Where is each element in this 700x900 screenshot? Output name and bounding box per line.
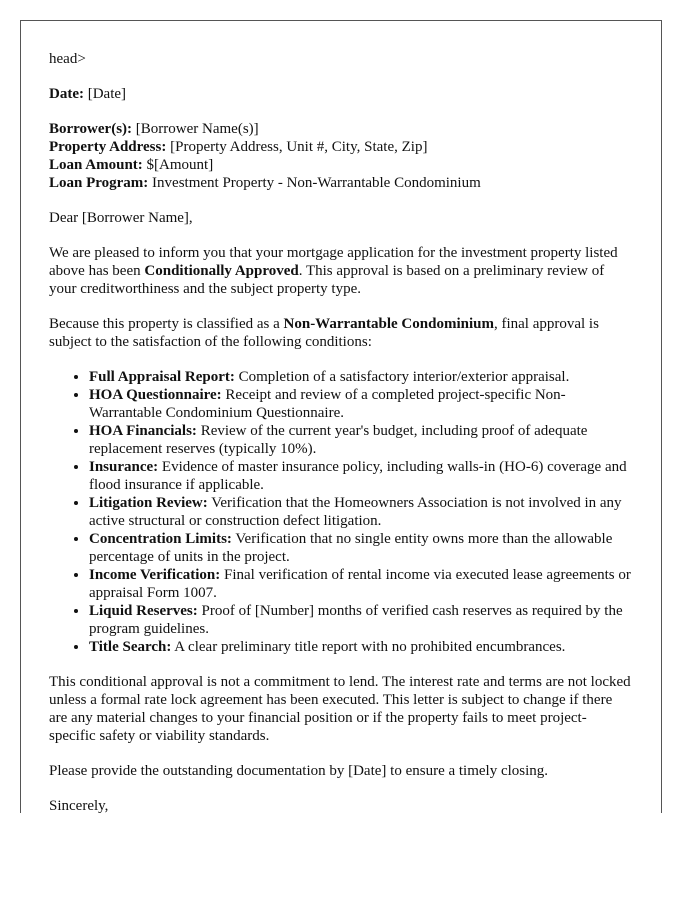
condition-text: Receipt and review of a completed project-specific Non-Warrantable Condominium Questionnaire. (89, 387, 566, 421)
loan-program-value: Investment Property - Non-Warrantable Condominium (152, 175, 481, 191)
condition-text: Evidence of master insurance policy, including walls-in (HO-6) coverage and flood insurance if applicable. (89, 459, 627, 493)
conditions-list (49, 368, 633, 656)
condition-text: Final verification of rental income via executed lease agreements or appraisal Form 1007. (89, 567, 631, 601)
loan-program-label: Loan Program: (49, 175, 149, 191)
date-value: [Date] (87, 86, 127, 102)
property-classification: Non-Warrantable Condominium (283, 316, 494, 332)
condition-label: HOA Financials: (89, 423, 197, 439)
date-label: Date: (49, 86, 84, 102)
documentation-request: Please provide the outstanding documentation by [Date] to ensure a timely closing. (49, 763, 549, 779)
condition-text: Verification that no single entity owns more than the allowable percentage of units in the project. (89, 531, 613, 565)
condition-label: Full Appraisal Report: (89, 369, 235, 385)
list-item (89, 638, 633, 656)
text: We are pleased to inform you that your mortgage application for the investment property listed above has been (49, 245, 618, 279)
disclaimer-paragraph: This conditional approval is not a commitment to lend. The interest rate and terms are not locked unless a formal rate lock agreement has been executed. This letter is subject to change if there are any material changes to your financial position or if the property fails to meet project-specific safety or viability standards. (49, 674, 631, 744)
date-line (49, 85, 633, 103)
loan-amount-value: $[Amount] (146, 157, 214, 173)
property-address-value: [Property Address, Unit #, City, State, Zip] (170, 139, 428, 155)
list-item (89, 566, 633, 602)
condition-text: Proof of [Number] months of verified cash reserves as required by the program guidelines. (89, 603, 623, 637)
closing: Sincerely, (49, 798, 109, 813)
condition-label: Title Search: (89, 639, 172, 655)
condition-label: Litigation Review: (89, 495, 208, 511)
salutation: Dear [Borrower Name], (49, 210, 193, 226)
list-item (89, 368, 633, 386)
condition-text: Verification that the Homeowners Association is not involved in any active structural or construction defect litigation. (89, 495, 622, 529)
conditions-intro (49, 315, 633, 351)
condition-label: Liquid Reserves: (89, 603, 198, 619)
text: Because this property is classified as a (49, 316, 284, 332)
condition-label: Concentration Limits: (89, 531, 232, 547)
condition-label: Income Verification: (89, 567, 221, 583)
property-address-label: Property Address: (49, 139, 167, 155)
condition-label: Insurance: (89, 459, 159, 475)
text: . This approval is based on a preliminary review of your creditworthiness and the subject property type. (49, 263, 605, 297)
condition-text: Completion of a satisfactory interior/exterior appraisal. (238, 369, 570, 385)
list-item (89, 458, 633, 494)
list-item (89, 602, 633, 638)
intro-paragraph (49, 244, 633, 298)
letter-document (20, 20, 662, 813)
borrower-value: [Borrower Name(s)] (135, 121, 259, 137)
loan-details (49, 120, 633, 192)
loan-amount-label: Loan Amount: (49, 157, 143, 173)
list-item (89, 530, 633, 566)
text: , final approval is subject to the satisfaction of the following conditions: (49, 316, 599, 350)
borrower-label: Borrower(s): (49, 121, 133, 137)
condition-text: Review of the current year's budget, including proof of adequate replacement reserves (typically 10%). (89, 423, 588, 457)
list-item (89, 494, 633, 530)
condition-text: A clear preliminary title report with no prohibited encumbrances. (174, 639, 566, 655)
condition-label: HOA Questionnaire: (89, 387, 222, 403)
approval-status: Conditionally Approved (144, 263, 299, 279)
list-item (89, 386, 633, 422)
stray-text: head> (49, 51, 86, 67)
list-item (89, 422, 633, 458)
